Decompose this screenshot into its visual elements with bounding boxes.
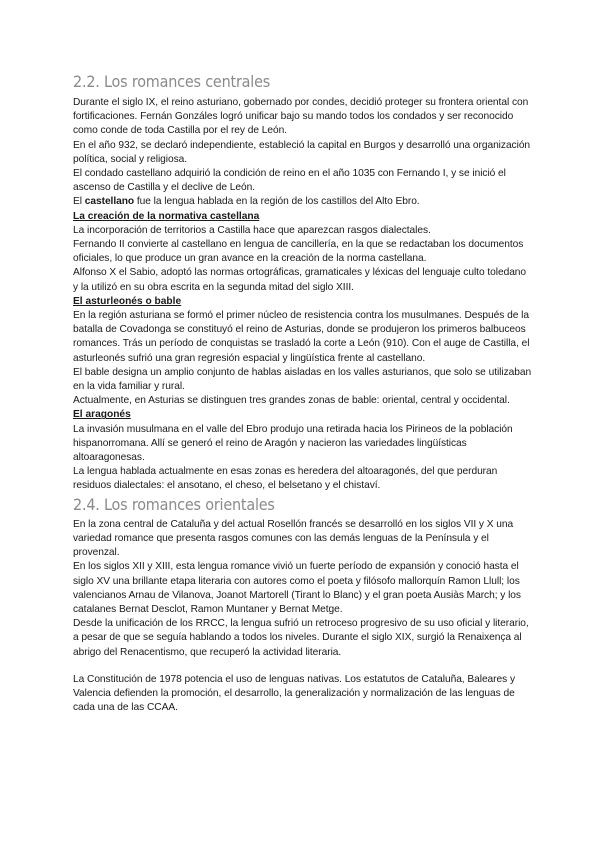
paragraph: En el año 932, se declaró independiente, estableció la capital en Burgos y desarrolló una organización política, social y religiosa. [73,139,531,165]
paragraph: En los siglos XII y XIII, esta lengua romance vivió un fuerte período de expansión y conoció hasta el siglo XV una brillante etapa literaria con autores como el poeta y filósofo mallorquín Ramon Llull; los valencianos Arnau de Vilanova, Joanot Martorell (Tirant lo Blanc) y el gran poeta Ausiàs March; y los catalanes Bernat Desclot, Ramon Muntaner y Bernat Metge. [73,561,521,615]
subheading-asturleones: El asturleonés o bable [73,295,182,307]
text-fragment: El [73,196,85,208]
section-title-oriental: 2.4. Los romances orientales [73,494,275,514]
subheading-normativa: La creación de la normativa castellana [73,210,260,222]
paragraph-closing: La Constitución de 1978 potencia el uso de lenguas nativas. Los estatutos de Cataluña, Baleares y Valencia defienden la promoción, el desarrollo, la generalización y normalización de las lenguas de cada una de las CCAA. [73,673,516,714]
paragraph: Actualmente, en Asturias se distinguen tres grandes zonas de bable: oriental, central y occidental. [73,395,510,407]
paragraph: El condado castellano adquirió la condición de reino en el año 1035 con Fernando I, y se inició el ascenso de Castilla y el declive de León. [73,168,506,194]
paragraph: La incorporación de territorios a Castilla hace que aparezcan rasgos dialectales. [73,224,431,236]
paragraph: Alfonso X el Sabio, adoptó las normas ortográficas, gramaticales y léxicas del lenguaje culto toledano y la utilizó en su obra escrita en la segunda mitad del siglo XIII. [73,267,527,293]
paragraph: La lengua hablada actualmente en esas zonas es heredera del altoaragonés, del que perduran residuos dialectales: el ansotano, el cheso, el belsetano y el chistaví. [73,466,498,492]
spacer [73,660,533,673]
paragraph: La invasión musulmana en el valle del Ebro produjo una retirada hacia los Pirineos de la población hispanorromana. Allí se generó el reino de Aragón y nacieron las variedades lingüísticas altoaragonesas. [73,423,513,464]
paragraph-castellano [73,195,533,209]
paragraph: En la zona central de Cataluña y del actual Rosellón francés se desarrolló en los siglos VII y X una variedad romance que presenta rasgos comunes con las demás lenguas de la Península y el provenzal. [73,518,514,559]
text-fragment: fue la lengua hablada en la región de los castillos del Alto Ebro. [134,196,420,208]
paragraph: En la región asturiana se formó el primer núcleo de resistencia contra los musulmanes. Después de la batalla de Covadonga se constituyó el reino de Asturias, donde se produjeron los primeros balbuceos romances. Trás un período de conquistas se trasladó la corte a León (910). Con el auge de Castilla, el asturleonés sufrió una gran regresión espacial y lingüística frente al castellano. [73,310,530,364]
section-title-central: 2.2. Los romances centrales [73,72,271,91]
paragraph: Desde la unificación de los RRCC, la lengua sufrió un retroceso progresivo de su uso oficial y literario, a pesar de que se seguía hablando a todos los niveles. Durante el siglo XIX, surgió la Renaixença al abrigo del Renacentismo, que recuperó la actividad literaria. [73,618,529,658]
bold-term: castellano [84,196,135,208]
subheading-aragones: El aragonés [73,409,131,421]
paragraph: El bable designa un amplio conjunto de hablas aisladas en los valles asturianos, que solo se utilizaban en la vida familiar y rural. [73,366,532,393]
paragraph: Fernando II convierte al castellano en lengua de cancillería, en la que se redactaban los documentos oficiales, lo que produce un gran avance en la creación de la norma castellana. [73,239,524,265]
paragraph: Durante el siglo IX, el reino asturiano, gobernado por condes, decidió proteger su frontera oriental con fortificaciones. Fernán Gonzáles logró unificar bajo su mando todos los condados y ser reconocido como conde de toda Castilla por el rey de León. [73,97,529,137]
document-body [73,72,533,715]
